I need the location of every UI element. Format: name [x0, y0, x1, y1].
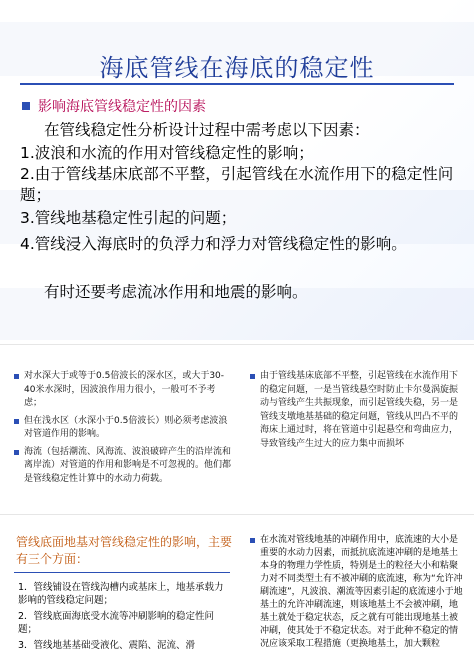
title-divider [20, 83, 454, 85]
factor-item-2: 2.由于管线基床底部不平整，引起管线在水流作用下的稳定性问题； [20, 165, 454, 204]
list-item: 2．管线底面海底受水流等冲刷影响的稳定性问题； [18, 611, 215, 635]
square-bullet-icon [22, 102, 30, 110]
list-item: 1．管线铺设在管线沟槽内或基床上，地基承载力影响的管线稳定问题； [18, 582, 224, 606]
list-item: 对水深大于或等于0.5倍波长的深水区，或大于30-40米水深时，因波浪作用力很小，一般可不予考虑； [24, 370, 232, 411]
closing-text: 有时还要考虑流冰作用和地震的影响。 [44, 283, 308, 301]
factor-item-3: 3.管线地基稳定性引起的问题； [20, 209, 237, 227]
list-item: 由于管线基床底部不平整，引起管线在水流作用下的稳定问题，一是当管线悬空时防止卡尔曼涡旋振动与管线产生共振现象，而引起管线失稳，另一是管线支墩地基基础的稳定问题，管线从凹凸不平的海床上通过时，将在管道中引起悬空和弯曲应力，导致管线产生过大的应力集中而损坏 [260, 370, 464, 451]
scour-paragraph: 在水流对管线地基的冲刷作用中，底流速的大小是重要的水动力因素，而抵抗底流速冲刷的是地基土本身的物理力学性质，特别是土的粒径大小和粘聚力对不同类型土有不被冲刷的底流速，称为“允许冲刷流速”，凡波浪、潮流等因素引起的底流速小于地基土的允许冲刷流速，则该地基土不会被冲刷，地基土就处于稳定状态，反之就有可能出现地基土被冲刷，使其处于不稳定状态。对于此种不稳定的情况应该采取工程措施（更换地基土，加大颗粒 [244, 528, 468, 651]
scour-slide [244, 528, 468, 669]
factor-item-4: 4.管线浸入海底时的负浮力和浮力对管线稳定性的影响。 [20, 235, 407, 253]
factor-item-1: 1.波浪和水流的作用对管线稳定性的影响； [20, 144, 314, 162]
middle-slides [0, 358, 474, 498]
slide-divider [0, 514, 474, 515]
subheading-text: 影响海底管线稳定性的因素 [38, 99, 206, 115]
list-item: 但在浅水区（水深小于0.5倍波长）则必须考虑波浪对管道作用的影响。 [24, 415, 232, 442]
slide-title: 海底管线在海底的稳定性 [99, 54, 375, 82]
seabed-unevenness-slide [244, 358, 468, 492]
foundation-header: 管线底面地基对管线稳定性的影响，主要有三个方面： [16, 535, 233, 566]
intro-text: 在管线稳定性分析设计过程中需考虑以下因素： [44, 121, 370, 139]
wave-current-slide [8, 358, 236, 492]
foundation-slide [8, 528, 236, 669]
subheading [22, 96, 206, 116]
list-item: 海流（包括潮流、风海流、波浪破碎产生的沿岸流和离岸流）对管道的作用和影响是不可忽视的。他们都是管线稳定性计算中的水动力荷载。 [24, 446, 232, 487]
list-item: 3．管线地基基础受液化、震陷、泥流、滑 [18, 640, 196, 651]
slide-divider [0, 344, 474, 345]
